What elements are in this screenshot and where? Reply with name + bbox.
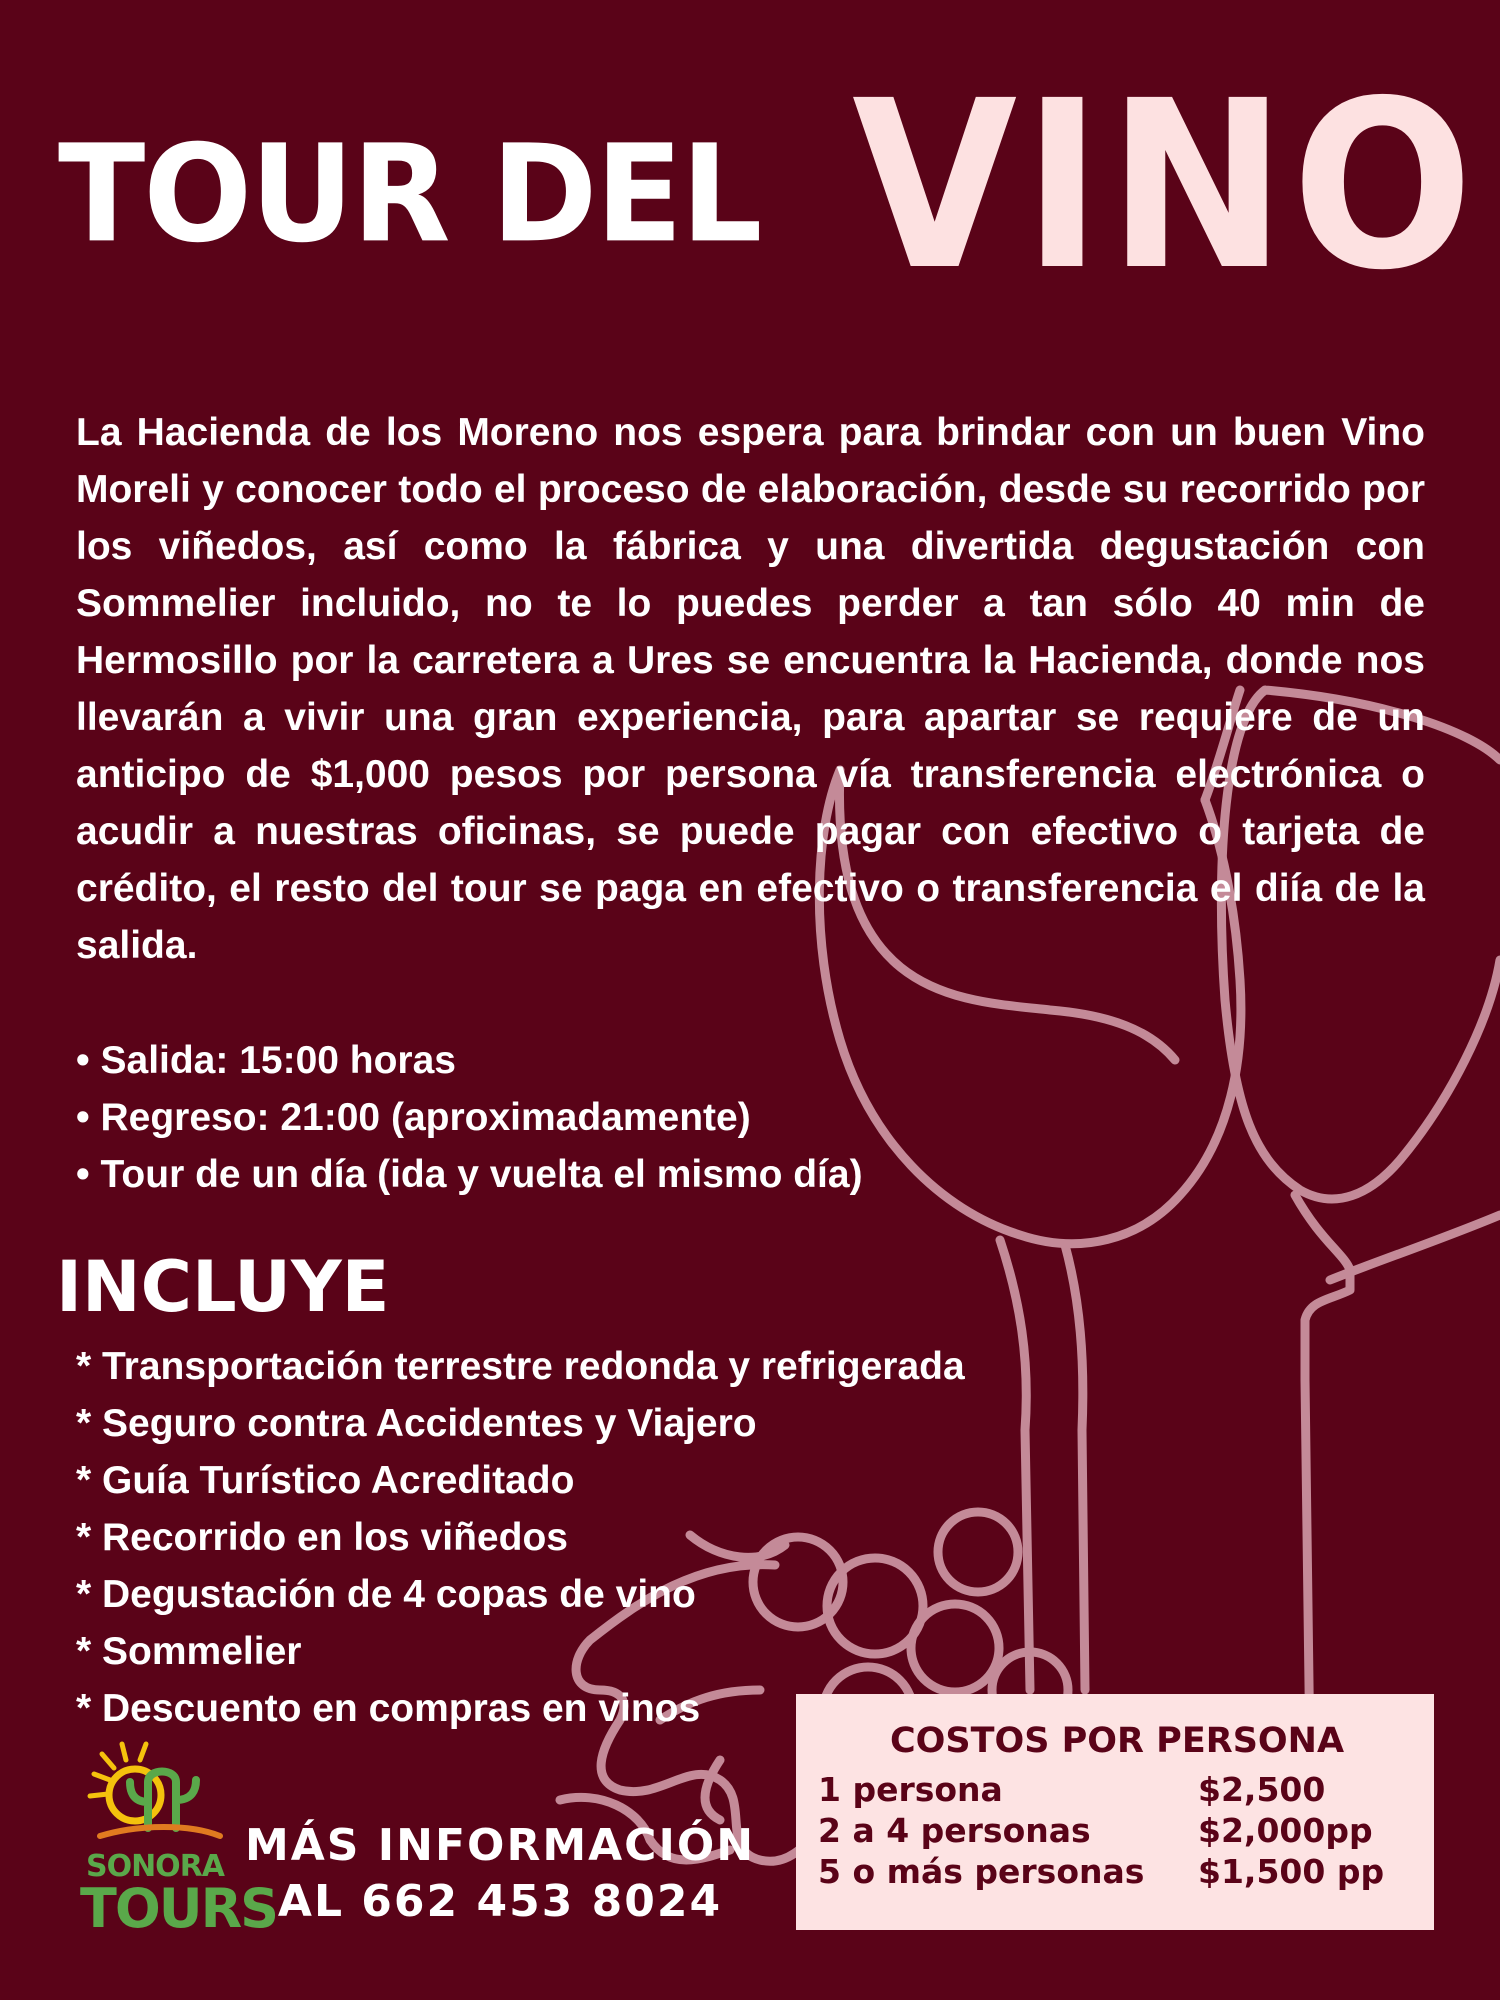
sonora-tours-logo <box>80 1740 278 1960</box>
price-value: $2,500 <box>1198 1770 1326 1809</box>
contact-info <box>240 1818 760 1930</box>
includes-heading: INCLUYE <box>56 1246 390 1328</box>
price-label: 5 o más personas <box>818 1852 1145 1891</box>
logo-word-sonora: SONORA <box>85 1849 225 1884</box>
include-item: * Sommelier <box>76 1630 302 1673</box>
price-row <box>818 1851 1416 1892</box>
schedule-duration: • Tour de un día (ida y vuelta el mismo día) <box>76 1153 863 1196</box>
schedule-list <box>76 1032 863 1203</box>
include-item: * Recorrido en los viñedos <box>76 1516 568 1559</box>
price-label: 2 a 4 personas <box>818 1811 1091 1850</box>
contact-phone: AL 662 453 8024 <box>277 1876 723 1927</box>
schedule-departure: • Salida: 15:00 horas <box>76 1039 456 1082</box>
include-item: * Seguro contra Accidentes y Viajero <box>76 1402 757 1445</box>
pricing-title: COSTOS POR PERSONA <box>889 1721 1345 1761</box>
price-row <box>818 1810 1416 1851</box>
logo-word-tours: TOURS <box>80 1877 278 1940</box>
price-label: 1 persona <box>818 1770 1003 1809</box>
include-item: * Transportación terrestre redonda y refrigerada <box>76 1345 965 1388</box>
tour-description: La Hacienda de los Moreno nos espera para brindar con un buen Vino Moreli y conocer todo el proceso de elaboración, desde su recorrido por los viñedos, así como la fábrica y una divertida degustación con Sommelier incluido, no te lo puedes perder a tan sólo 40 min de Hermosillo por la carretera a Ures se encuentra la Hacienda, donde nos llevarán a vivir una gran experiencia, para apartar se requiere de un anticipo de $1,000 pesos por persona vía transferencia electrónica o acudir a nuestras oficinas, se puede pagar con efectivo o tarjeta de crédito, el resto del tour se paga en efectivo o transferencia el diía de la salida. <box>76 411 1425 967</box>
includes-list <box>76 1338 965 1737</box>
schedule-return: • Regreso: 21:00 (aproximadamente) <box>76 1096 751 1139</box>
sun-cactus-icon <box>80 1740 230 1855</box>
title-tour-del: TOUR DEL <box>58 116 761 273</box>
price-value: $1,500 pp <box>1198 1852 1385 1891</box>
contact-label: MÁS INFORMACIÓN <box>244 1820 756 1871</box>
back-glass-base <box>1330 1215 1500 1280</box>
title-vino: VINO <box>852 51 1479 321</box>
include-item: * Guía Turístico Acreditado <box>76 1459 575 1502</box>
include-item: * Descuento en compras en vinos <box>76 1687 701 1730</box>
include-item: * Degustación de 4 copas de vino <box>76 1573 696 1616</box>
price-row <box>818 1769 1416 1810</box>
price-value: $2,000pp <box>1198 1811 1373 1850</box>
pricing-box <box>796 1694 1434 1930</box>
front-glass-stem <box>1000 1240 1085 1690</box>
